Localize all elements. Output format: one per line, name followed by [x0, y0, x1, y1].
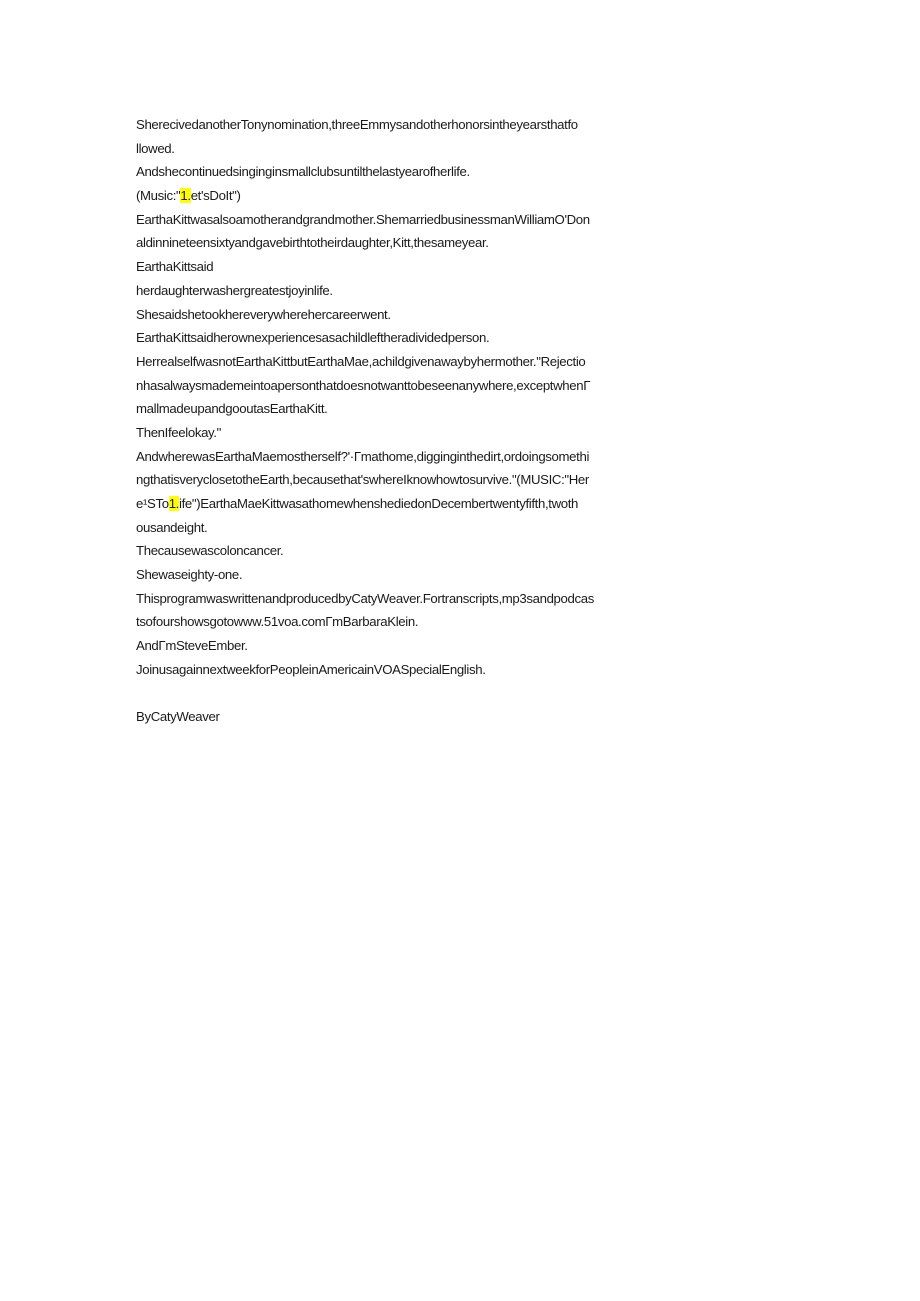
text-line	[136, 587, 666, 611]
text-segment: Shesaidshetookhereverywherehercareerwent.	[136, 306, 391, 322]
text-line	[136, 303, 666, 327]
text-segment: JoinusagainnextweekforPeopleinAmericainVOASpecialEnglish.	[136, 661, 486, 677]
text-segment: e¹STo	[136, 496, 169, 511]
text-line	[136, 658, 666, 682]
text-line	[136, 350, 666, 374]
text-line	[136, 208, 666, 232]
highlighted-text: 1.	[180, 188, 191, 204]
text-segment: (Music:"	[136, 188, 181, 204]
text-line	[136, 516, 666, 540]
text-line	[136, 492, 666, 516]
text-line	[136, 326, 666, 350]
text-line	[136, 445, 666, 469]
text-segment: nhasalwaysmademeintoapersonthatdoesnotwanttobeseenanywhere,exceptwhenΓ	[136, 377, 591, 393]
text-segment: Andshecontinuedsinginginsmallclubsuntilthelastyearofherlife.	[136, 164, 470, 180]
text-segment: ngthatisveryclosetotheEarth,becausethat'swhereIknowhowtosurvive."(MUSIC:"Her	[136, 472, 589, 488]
text-segment: tsofourshowsgotowww.51voa.comΓmBarbaraKlein.	[136, 614, 419, 630]
text-segment: ife")EarthaMaeKittwasathomewhenshediedonDecembertwentyfifth,twoth	[179, 496, 579, 511]
text-segment: ThisprogramwaswrittenandproducedbyCatyWeaver.Fortranscripts,mp3sandpodcas	[136, 590, 594, 606]
text-line	[136, 137, 666, 161]
text-segment: Thecausewascoloncancer.	[136, 543, 284, 559]
text-segment: Shewaseighty-one.	[136, 567, 243, 583]
text-line	[136, 610, 666, 634]
text-segment: AndΓmSteveEmber.	[136, 638, 248, 654]
text-line	[136, 255, 666, 279]
text-segment: mallmadeupandgooutasEarthaKitt.	[136, 401, 328, 417]
text-segment: llowed.	[136, 140, 175, 156]
byline-text: ByCatyWeaver	[136, 709, 220, 725]
text-line	[136, 563, 666, 587]
text-line	[136, 184, 666, 208]
text-line	[136, 113, 666, 137]
text-segment: AndwherewasEarthaMaemostherself?'·Γmathome,digginginthedirt,ordoingsomethi	[136, 448, 590, 464]
byline	[136, 705, 666, 729]
text-line	[136, 279, 666, 303]
text-line	[136, 231, 666, 255]
highlighted-text: 1.	[168, 496, 180, 511]
text-line	[136, 160, 666, 184]
document-body	[136, 113, 666, 729]
text-segment: herdaughterwashergreatestjoyinlife.	[136, 282, 333, 298]
text-line	[136, 634, 666, 658]
text-segment: ThenIfeelokay."	[136, 424, 221, 440]
text-line	[136, 539, 666, 563]
text-segment: EarthaKittwasalsoamotherandgrandmother.ShemarriedbusinessmanWilliamO'Don	[136, 211, 590, 227]
text-segment: aldinnineteensixtyandgavebirthtotheirdaughter,Kitt,thesameyear.	[136, 235, 489, 251]
text-segment: SherecivedanotherTonynomination,threeEmmysandotherhonorsintheyearsthatfo	[136, 117, 578, 132]
text-line	[136, 421, 666, 445]
text-line	[136, 374, 666, 398]
text-segment: EarthaKittsaid	[136, 259, 214, 275]
text-segment: EarthaKittsaidherownexperiencesasachildleftheradividedperson.	[136, 330, 490, 346]
text-line	[136, 397, 666, 421]
text-segment: HerrealselfwasnotEarthaKittbutEarthaMae,achildgivenawaybyhermother."Rejectio	[136, 353, 586, 369]
text-segment: et'sDoIt")	[190, 188, 241, 204]
text-line	[136, 468, 666, 492]
text-segment: ousandeight.	[136, 519, 208, 535]
